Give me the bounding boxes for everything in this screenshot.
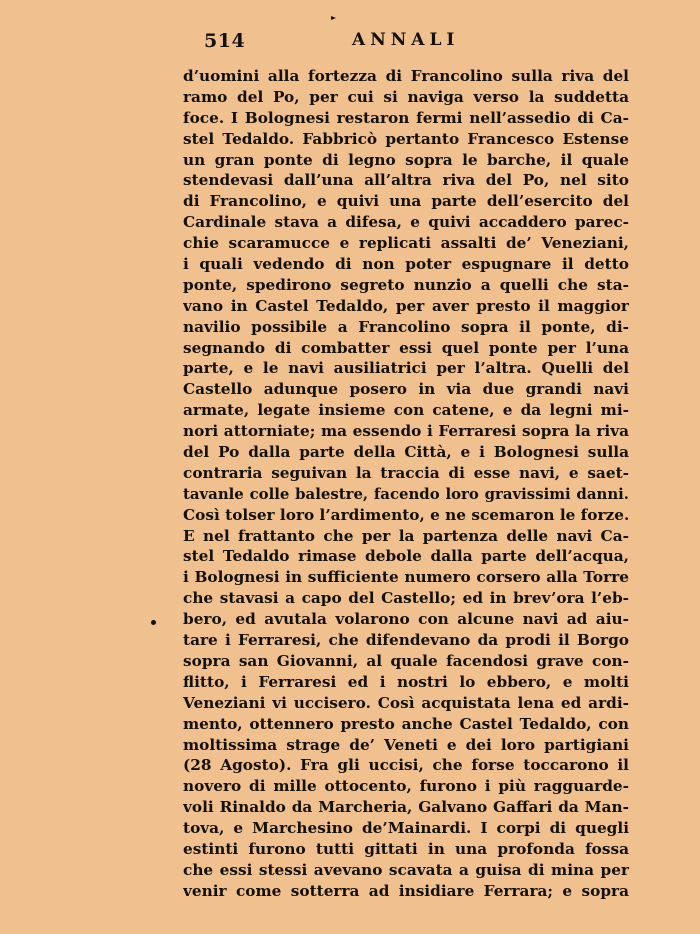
text-line: di Francolino, e quivi una parte dell’esercito del [183, 192, 629, 211]
text-line: che essi stessi avevano scavata a guisa di mina per [183, 860, 629, 879]
text-line: Castello adunque posero in via due grandi navi [183, 380, 629, 399]
text-line: stendevasi dall’una all’altra riva del Po, nel sito [183, 171, 629, 190]
text-line: voli Rinaldo da Marcheria, Galvano Gaffari da Man- [183, 798, 629, 817]
text-line: stel Tedaldo. Fabbricò pertanto Francesco Estense [183, 129, 629, 148]
text-line: foce. I Bolognesi restaron fermi nell’assedio di Ca- [183, 108, 629, 127]
text-line: i Bolognesi in sufficiente numero corsero alla Torre [183, 568, 629, 587]
text-line: i quali vedendo di non poter espugnare il detto [183, 255, 629, 274]
text-line: stel Tedaldo rimase debole dalla parte dell’acqua, [183, 547, 629, 566]
text-line: armate, legate insieme con catene, e da legni mi- [183, 401, 629, 420]
body-text [183, 66, 629, 902]
text-line: flitto, i Ferraresi ed i nostri lo ebbero, e molti [183, 672, 629, 691]
text-line: Cardinale stava a difesa, e quivi accaddero parec- [183, 213, 629, 232]
page-header [0, 26, 700, 56]
text-line: tova, e Marchesino de’Mainardi. I corpi di quegli [183, 819, 629, 838]
text-line: estinti furono tutti gittati in una profonda fossa [183, 839, 629, 858]
text-line: che stavasi a capo del Castello; ed in brev’ora l’eb- [183, 589, 629, 608]
text-line: d’uomini alla fortezza di Francolino sulla riva del [183, 67, 629, 85]
margin-mark [151, 620, 156, 625]
text-line: Così tolser loro l’ardimento, e ne scemaron le forze. [183, 505, 629, 524]
running-title: ANNALI [352, 30, 460, 50]
text-line: sopra san Giovanni, al quale facendosi grave con- [183, 651, 629, 670]
text-line: E nel frattanto che per la partenza delle navi Ca- [183, 526, 629, 545]
text-line: moltissima strage de’ Veneti e dei loro partigiani [183, 735, 629, 754]
text-line: novero di mille ottocento, furono i più ragguarde- [183, 777, 629, 796]
text-line: venir come sotterra ad insidiare Ferrara; e sopra [183, 881, 629, 900]
text-line: ponte, spedirono segreto nunzio a quelli che sta- [183, 275, 629, 294]
text-line: chie scaramucce e replicati assalti de’ Veneziani, [183, 234, 629, 253]
text-line: (28 Agosto). Fra gli uccisi, che forse toccarono il [183, 756, 629, 775]
text-line: tavanle colle balestre, facendo loro gravissimi danni. [183, 484, 629, 503]
text-line: vano in Castel Tedaldo, per aver presto il maggior [183, 296, 629, 315]
text-line: mento, ottennero presto anche Castel Tedaldo, con [183, 714, 629, 733]
text-line: parte, e le navi ausiliatrici per l’altra. Quelli del [183, 359, 629, 378]
text-line: un gran ponte di legno sopra le barche, il quale [183, 150, 629, 169]
text-line: navilio possibile a Francolino sopra il ponte, di- [183, 317, 629, 336]
printer-mark [331, 16, 336, 20]
text-line: nori attorniate; ma essendo i Ferraresi sopra la riva [183, 422, 629, 441]
page-number: 514 [204, 30, 246, 52]
text-line: Veneziani vi uccisero. Così acquistata lena ed ardi- [183, 693, 629, 712]
text-line: segnando di combatter essi quel ponte per l’una [183, 338, 629, 357]
text-line: del Po dalla parte della Città, e i Bolognesi sulla [183, 443, 629, 462]
text-line: tare i Ferraresi, che difendevano da prodi il Borgo [183, 631, 629, 650]
text-line: bero, ed avutala volarono con alcune navi ad aiu- [183, 610, 629, 629]
text-line: ramo del Po, per cui si naviga verso la suddetta [183, 87, 629, 106]
text-line: contraria seguivan la traccia di esse navi, e saet- [183, 463, 629, 482]
